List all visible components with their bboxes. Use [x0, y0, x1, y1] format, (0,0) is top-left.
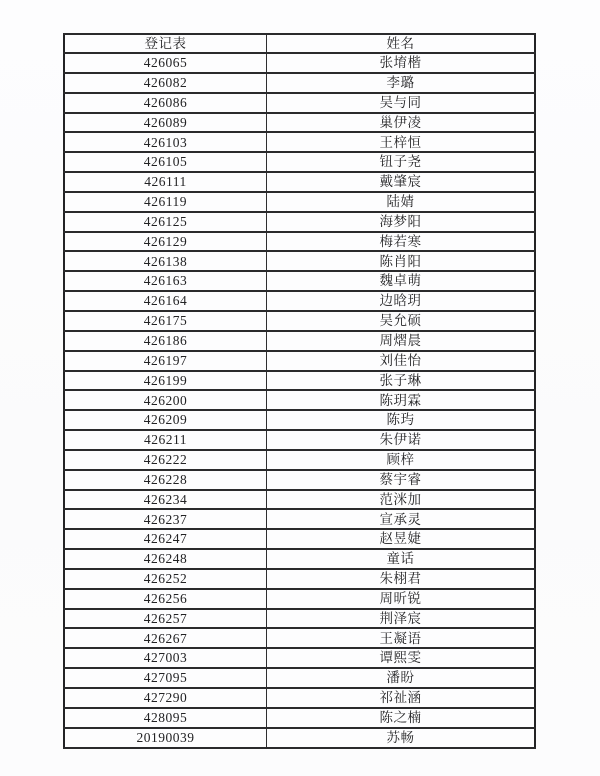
table-row	[64, 371, 535, 391]
registration-number-cell: 426228	[64, 470, 267, 490]
registration-number-cell: 426164	[64, 291, 267, 311]
table-row	[64, 73, 535, 93]
table-row	[64, 152, 535, 172]
registration-number-cell: 426199	[64, 371, 267, 391]
registration-number-cell: 427003	[64, 648, 267, 668]
table-row	[64, 708, 535, 728]
registration-number-cell: 426267	[64, 628, 267, 648]
registration-number-cell: 426086	[64, 93, 267, 113]
table-body	[64, 53, 535, 748]
registration-number-cell: 426248	[64, 549, 267, 569]
registration-number-cell: 426234	[64, 490, 267, 510]
name-cell: 王梓恒	[267, 132, 535, 152]
name-cell: 谭熙雯	[267, 648, 535, 668]
registration-number-cell: 426186	[64, 331, 267, 351]
name-cell: 宣承灵	[267, 509, 535, 529]
name-cell: 蔡宇睿	[267, 470, 535, 490]
registration-number-cell: 426065	[64, 53, 267, 73]
registration-number-cell: 426247	[64, 529, 267, 549]
name-cell: 苏畅	[267, 728, 535, 748]
registration-number-cell: 426222	[64, 450, 267, 470]
name-cell: 吴允硕	[267, 311, 535, 331]
name-cell: 陈肖阳	[267, 251, 535, 271]
registration-number-cell: 426237	[64, 509, 267, 529]
header-row	[64, 34, 535, 53]
registration-number-cell: 428095	[64, 708, 267, 728]
registration-number-cell: 426103	[64, 132, 267, 152]
table-row	[64, 351, 535, 371]
name-column-header: 姓名	[267, 34, 535, 53]
table-row	[64, 410, 535, 430]
table-row	[64, 688, 535, 708]
registration-number-cell: 426197	[64, 351, 267, 371]
name-cell: 梅若寒	[267, 232, 535, 252]
name-cell: 海梦阳	[267, 212, 535, 232]
registration-number-cell: 427290	[64, 688, 267, 708]
table-row	[64, 132, 535, 152]
table-row	[64, 569, 535, 589]
registration-number-cell: 20190039	[64, 728, 267, 748]
table-row	[64, 390, 535, 410]
table-row	[64, 549, 535, 569]
table-row	[64, 113, 535, 133]
table-row	[64, 331, 535, 351]
registration-number-cell: 426257	[64, 609, 267, 629]
table-row	[64, 490, 535, 510]
table-row	[64, 93, 535, 113]
table-row	[64, 192, 535, 212]
table-row	[64, 470, 535, 490]
table-row	[64, 251, 535, 271]
name-cell: 潘盼	[267, 668, 535, 688]
table-row	[64, 648, 535, 668]
table-row	[64, 212, 535, 232]
name-cell: 张子琳	[267, 371, 535, 391]
name-cell: 朱伊诺	[267, 430, 535, 450]
name-cell: 王凝语	[267, 628, 535, 648]
name-cell: 童话	[267, 549, 535, 569]
registration-number-cell: 426200	[64, 390, 267, 410]
table-row	[64, 668, 535, 688]
registration-number-cell: 426138	[64, 251, 267, 271]
name-cell: 周昕锐	[267, 589, 535, 609]
table-row	[64, 53, 535, 73]
table-row	[64, 450, 535, 470]
name-cell: 魏卓萌	[267, 271, 535, 291]
registration-number-cell: 426163	[64, 271, 267, 291]
name-cell: 祁祉涵	[267, 688, 535, 708]
name-cell: 戴肇宸	[267, 172, 535, 192]
table-row	[64, 628, 535, 648]
name-cell: 张堉楷	[267, 53, 535, 73]
table-row	[64, 291, 535, 311]
registration-number-cell: 426209	[64, 410, 267, 430]
name-cell: 赵昱婕	[267, 529, 535, 549]
table-row	[64, 728, 535, 748]
table-header	[64, 34, 535, 53]
name-cell: 范洣加	[267, 490, 535, 510]
name-cell: 顾梓	[267, 450, 535, 470]
table-row	[64, 172, 535, 192]
name-cell: 周熠晨	[267, 331, 535, 351]
name-cell: 陈之楠	[267, 708, 535, 728]
name-cell: 边晗玥	[267, 291, 535, 311]
name-cell: 陈玥霖	[267, 390, 535, 410]
table-row	[64, 609, 535, 629]
table-row	[64, 232, 535, 252]
registration-table	[63, 33, 536, 749]
table-row	[64, 509, 535, 529]
registration-number-cell: 426211	[64, 430, 267, 450]
name-cell: 巢伊凌	[267, 113, 535, 133]
table-row	[64, 529, 535, 549]
registration-number-cell: 426111	[64, 172, 267, 192]
registration-number-cell: 426119	[64, 192, 267, 212]
registration-number-cell: 427095	[64, 668, 267, 688]
name-cell: 朱栩君	[267, 569, 535, 589]
name-cell: 荆泽宸	[267, 609, 535, 629]
registration-column-header: 登记表	[64, 34, 267, 53]
registration-number-cell: 426252	[64, 569, 267, 589]
registration-number-cell: 426105	[64, 152, 267, 172]
table-row	[64, 430, 535, 450]
table-row	[64, 589, 535, 609]
name-cell: 钮子尧	[267, 152, 535, 172]
table-row	[64, 271, 535, 291]
name-cell: 刘佳怡	[267, 351, 535, 371]
name-cell: 吴与同	[267, 93, 535, 113]
registration-number-cell: 426125	[64, 212, 267, 232]
registration-number-cell: 426129	[64, 232, 267, 252]
registration-number-cell: 426256	[64, 589, 267, 609]
registration-number-cell: 426082	[64, 73, 267, 93]
table-row	[64, 311, 535, 331]
name-cell: 陈玙	[267, 410, 535, 430]
name-cell: 陆婧	[267, 192, 535, 212]
registration-number-cell: 426175	[64, 311, 267, 331]
name-cell: 李璐	[267, 73, 535, 93]
registration-number-cell: 426089	[64, 113, 267, 133]
